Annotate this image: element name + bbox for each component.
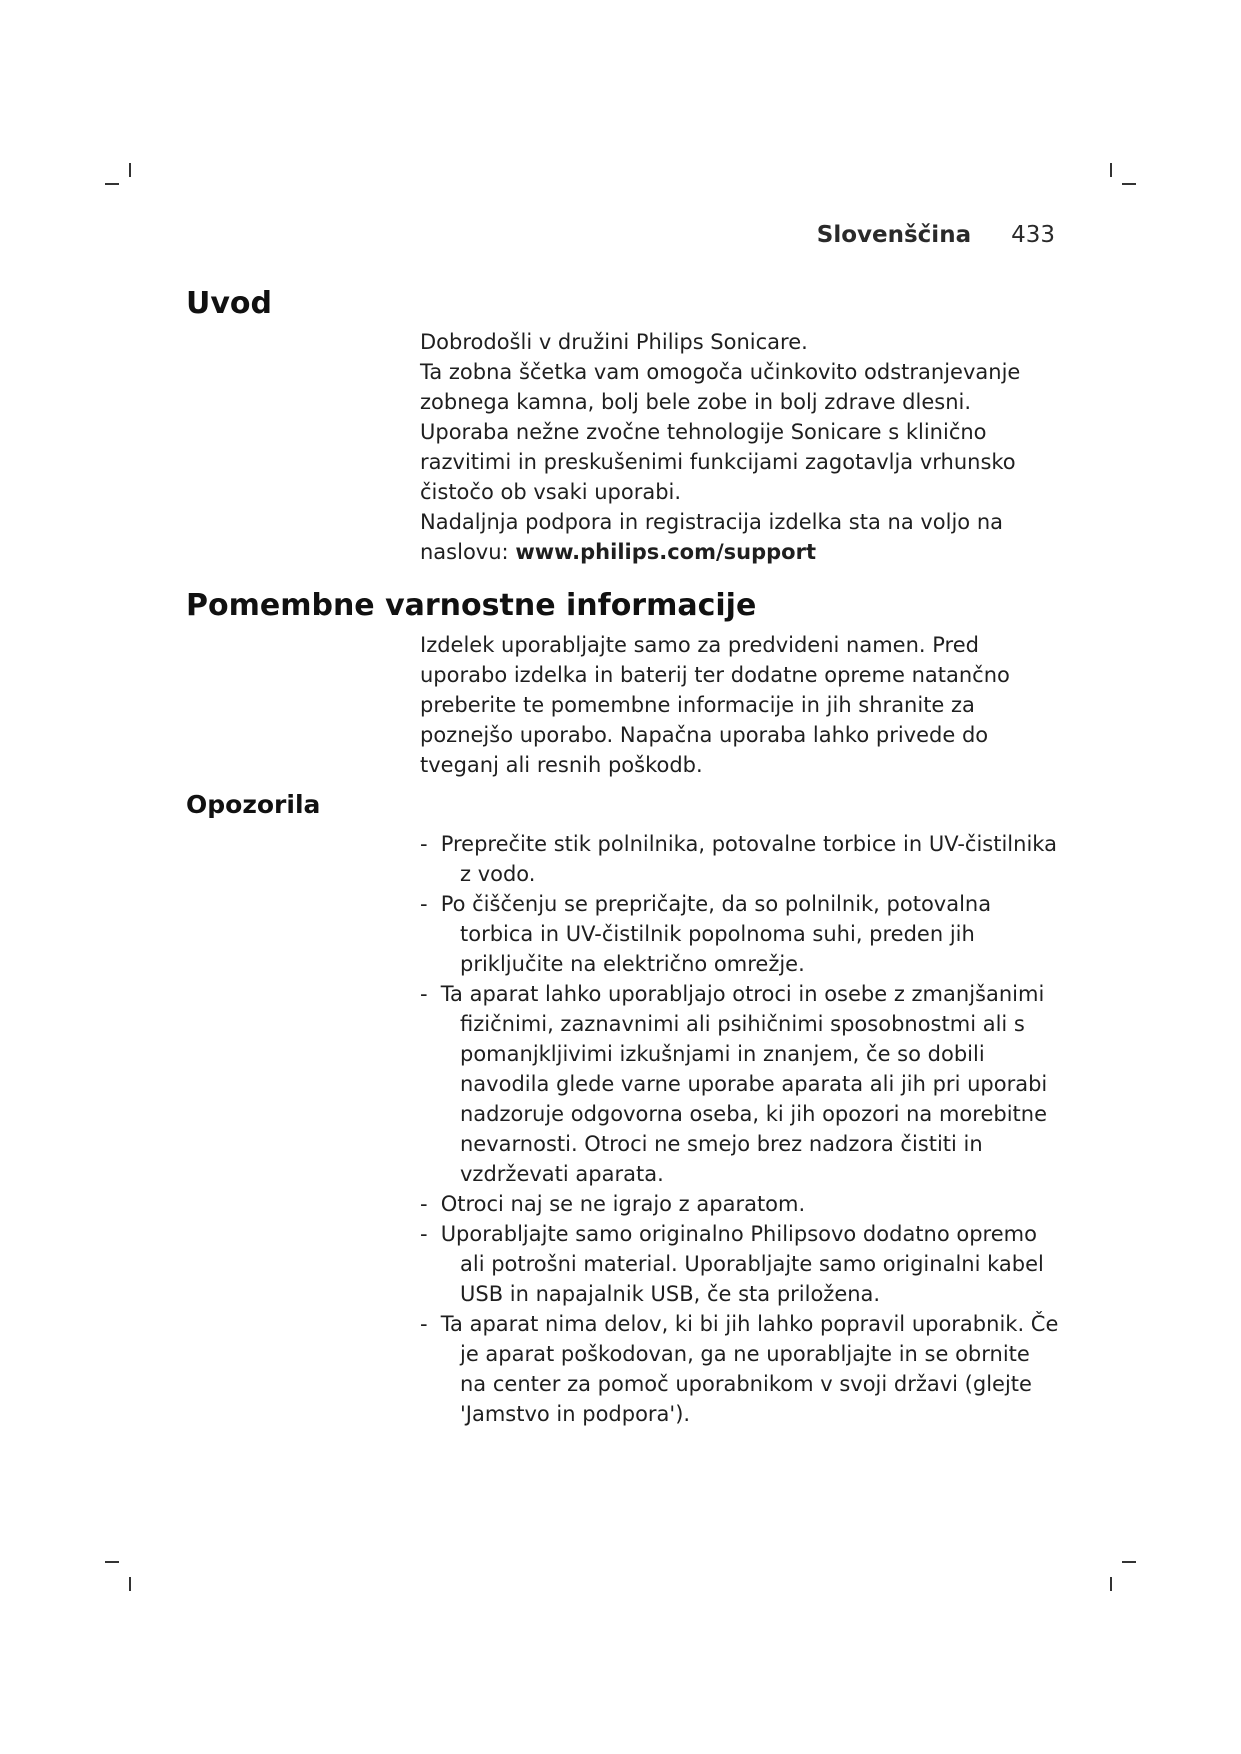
crop-mark-bottom-left-h <box>105 1561 119 1563</box>
warnings-list <box>420 829 1060 1429</box>
intro-body <box>420 327 1060 567</box>
support-text: Nadaljnja podpora in registracija izdelka sta na voljo na naslovu: <box>420 510 1004 564</box>
warnings-heading: Opozorila <box>186 790 321 819</box>
list-item: - Preprečite stik polnilnika, potovalne torbice in UV-čistilnika z vodo. <box>420 832 1057 886</box>
intro-paragraph-welcome: Dobrodošli v družini Philips Sonicare. <box>420 330 808 354</box>
crop-mark-bottom-right-h <box>1122 1561 1136 1563</box>
safety-paragraph: Izdelek uporabljajte samo za predvideni namen. Pred uporabo izdelka in baterij ter dodatne opreme natančno preberite te pomembne informacije in jih shranite za poznejšo uporabo. Napačna uporaba lahko privede do tveganj ali resnih poškodb. <box>420 633 1010 777</box>
support-link[interactable]: www.philips.com/support <box>515 540 816 564</box>
crop-mark-top-left-h <box>105 183 119 185</box>
crop-mark-bottom-right-v <box>1110 1577 1112 1591</box>
safety-heading: Pomembne varnostne informacije <box>186 588 757 623</box>
list-item: - Ta aparat nima delov, ki bi jih lahko popravil uporabnik. Če je aparat poškodovan, ga ne uporabljajte in se obrnite na center za pomoč uporabnikom v svoji državi (glejte 'Jamstvo in podpora'). <box>420 1312 1059 1426</box>
crop-mark-top-left-v <box>129 163 131 177</box>
safety-body <box>420 630 1060 780</box>
intro-paragraph-support <box>420 507 1060 567</box>
list-item: - Otroci naj se ne igrajo z aparatom. <box>420 1192 806 1216</box>
warnings-body <box>420 829 1060 1429</box>
list-item: - Uporabljajte samo originalno Philipsovo dodatno opremo ali potrošni material. Uporabljajte samo originalni kabel USB in napajalnik USB, če sta priložena. <box>420 1222 1044 1306</box>
list-item: - Ta aparat lahko uporabljajo otroci in osebe z zmanjšanimi fizičnimi, zaznavnimi ali psihičnimi sposobnostmi ali s pomanjkljivimi izkušnjami in znanjem, če so dobili navodila glede varne uporabe aparata ali jih pri uporabi nadzoruje odgovorna oseba, ki jih opozori na morebitne nevarnosti. Otroci ne smejo brez nadzora čistiti in vzdrževati aparata. <box>420 982 1048 1186</box>
page-number: 433 <box>1011 222 1055 248</box>
header-language: Slovenščina <box>816 222 972 248</box>
crop-mark-top-right-v <box>1110 163 1112 177</box>
crop-mark-top-right-h <box>1122 183 1136 185</box>
list-item: - Po čiščenju se prepričajte, da so polnilnik, potovalna torbica in UV-čistilnik popolnoma suhi, preden jih priključite na električno omrežje. <box>420 892 992 976</box>
intro-heading: Uvod <box>186 286 273 321</box>
crop-mark-bottom-left-v <box>129 1577 131 1591</box>
intro-paragraph-description: Ta zobna ščetka vam omogoča učinkovito odstranjevanje zobnega kamna, bolj bele zobe in bolj zdrave dlesni. Uporaba nežne zvočne tehnologije Sonicare s klinično razvitimi in preskušenimi funkcijami zagotavlja vrhunsko čistočo ob vsaki uporabi. <box>420 360 1021 504</box>
running-header <box>817 222 1055 248</box>
